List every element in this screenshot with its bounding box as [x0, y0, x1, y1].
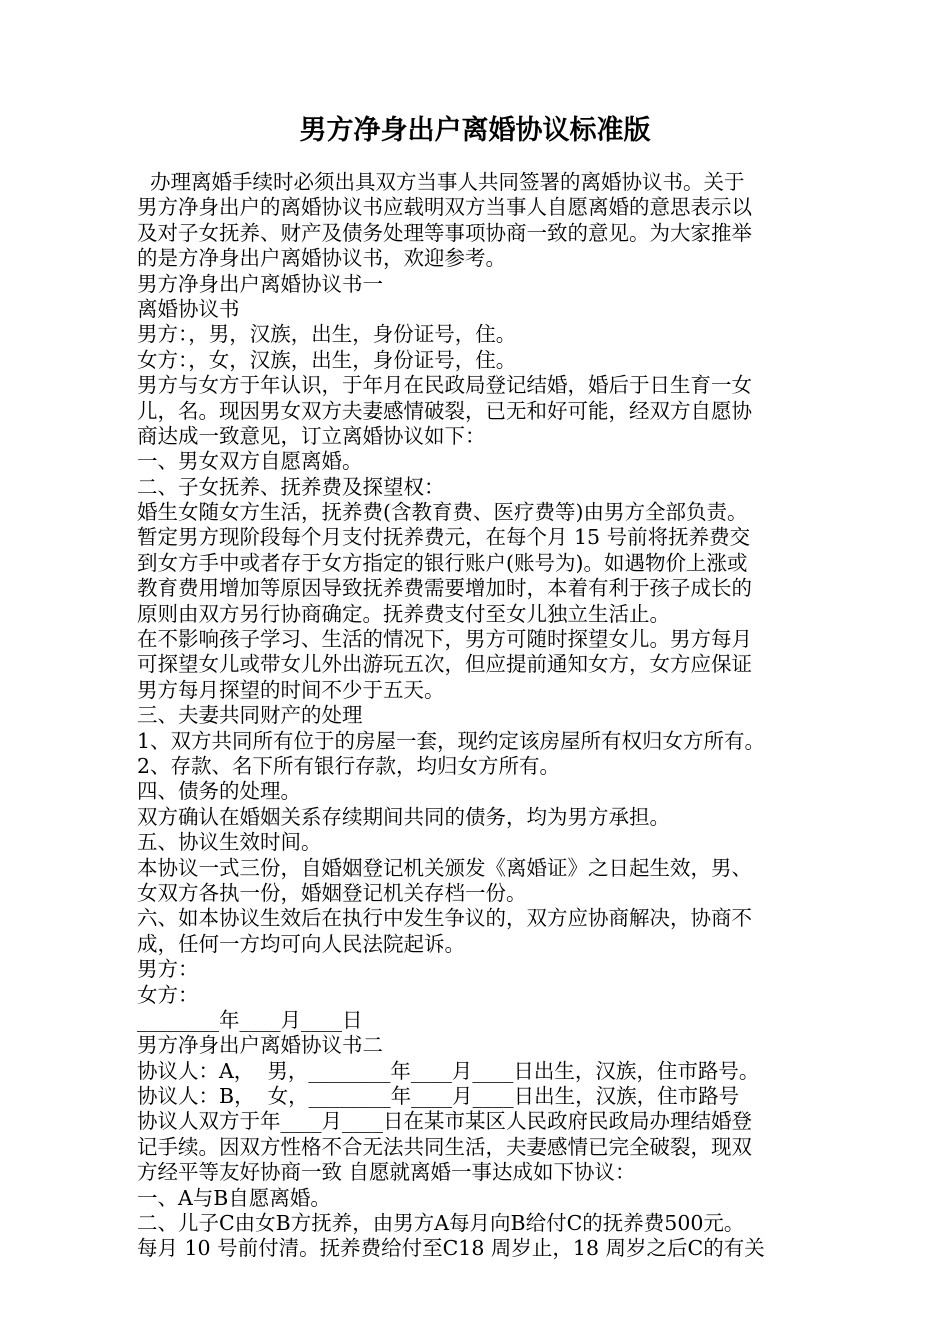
document-line: 离婚协议书 [137, 296, 240, 321]
document-line: 每月 10 号前付清。抚养费给付至C18 周岁止，18 周岁之后C的有关 [137, 1236, 765, 1261]
document-title: 男方净身出户离婚协议标准版 [299, 115, 651, 146]
document-line: 女方：，女，汉族，出生，身份证号，住。 [137, 347, 517, 372]
document-line: 男方：，男，汉族，出生，身份证号，住。 [137, 322, 517, 347]
document-line: 六、如本协议生效后在执行中发生争议的，双方应协商解决，协商不 [137, 906, 752, 931]
document-line: 男方净身出户的离婚协议书应载明双方当事人自愿离婚的意思表示以 [137, 195, 752, 220]
document-line: 成，任何一方均可向人民法院起诉。 [137, 931, 465, 956]
document-line: 可探望女儿或带女儿外出游玩五次，但应提前通知女方，女方应保证 [137, 652, 752, 677]
document-line: 儿，名。现因男女双方夫妻感情破裂，已无和好可能，经双方自愿协 [137, 398, 752, 423]
document-line: 男方： [137, 957, 199, 982]
document-line: 二、子女抚养、抚养费及探望权： [137, 474, 445, 499]
document-line: 教育费用增加等原因导致抚养费需要增加时，本着有利于孩子成长的 [137, 576, 752, 601]
document-line: 婚生女随女方生活，抚养费(含教育费、医疗费等)由男方全部负责。 [137, 500, 748, 525]
document-line: 及对子女抚养、财产及债务处理等事项协商一致的意见。为大家推举 [137, 220, 752, 245]
document-line: 女方： [137, 982, 199, 1007]
document-line: 2、存款、名下所有银行存款，均归女方所有。 [137, 753, 561, 778]
document-line: 五、协议生效时间。 [137, 830, 322, 855]
document-line: 协议人：B， 女，________年____月____日出生，汉族，住市路号 [137, 1084, 740, 1109]
document-line: 1、双方共同所有位于的房屋一套，现约定该房屋所有权归女方所有。 [137, 728, 766, 753]
document-line: 男方每月探望的时间不少于五天。 [137, 677, 445, 702]
document-line: 双方确认在婚姻关系存续期间共同的债务，均为男方承担。 [137, 804, 670, 829]
document-line: 一、A与B自愿离婚。 [137, 1185, 331, 1210]
document-line: 四、债务的处理。 [137, 779, 301, 804]
document-line: 男方净身出户离婚协议书二 [137, 1033, 383, 1058]
document-line: 本协议一式三份，自婚姻登记机关颁发《离婚证》之日起生效，男、 [137, 855, 752, 880]
document-line: 男方与女方于年认识，于年月在民政局登记结婚，婚后于日生育一女 [137, 373, 752, 398]
document-line: 商达成一致意见，订立离婚协议如下： [137, 423, 486, 448]
document-line: 到女方手中或者存于女方指定的银行账户(账号为)。如遇物价上涨或 [137, 550, 748, 575]
document-line: 暂定男方现阶段每个月支付抚养费元，在每个月 15 号前将抚养费交 [137, 525, 751, 550]
document-line: 方经平等友好协商一致 自愿就离婚一事达成如下协议： [137, 1160, 636, 1185]
document-line: 三、夫妻共同财产的处理 [137, 703, 363, 728]
document-line: 男方净身出户离婚协议书一 [137, 271, 383, 296]
document-line: 记手续。因双方性格不合无法共同生活，夫妻感情已完全破裂，现双 [137, 1134, 752, 1159]
document-body [137, 170, 837, 1262]
document-line: 协议人：A， 男，________年____月____日出生，汉族，住市路号。 [137, 1058, 760, 1083]
document-line: 一、男女双方自愿离婚。 [137, 449, 363, 474]
document-line: 女双方各执一份，婚姻登记机关存档一份。 [137, 880, 527, 905]
document-line: 的是方净身出户离婚协议书，欢迎参考。 [137, 246, 506, 271]
document-line: ________年____月____日 [137, 1007, 363, 1032]
document-line: 原则由双方另行协商确定。抚养费支付至女儿独立生活止。 [137, 601, 670, 626]
document-line: 协议人双方于年____月____日在某市某区人民政府民政局办理结婚登 [137, 1109, 752, 1134]
document-line: 在不影响孩子学习、生活的情况下，男方可随时探望女儿。男方每月 [137, 627, 752, 652]
document-line: 办理离婚手续时必须出具双方当事人共同签署的离婚协议书。关于 [137, 170, 745, 194]
document-line: 二、儿子C由女B方抚养，由男方A每月向B给付C的抚养费500元。 [137, 1211, 745, 1236]
